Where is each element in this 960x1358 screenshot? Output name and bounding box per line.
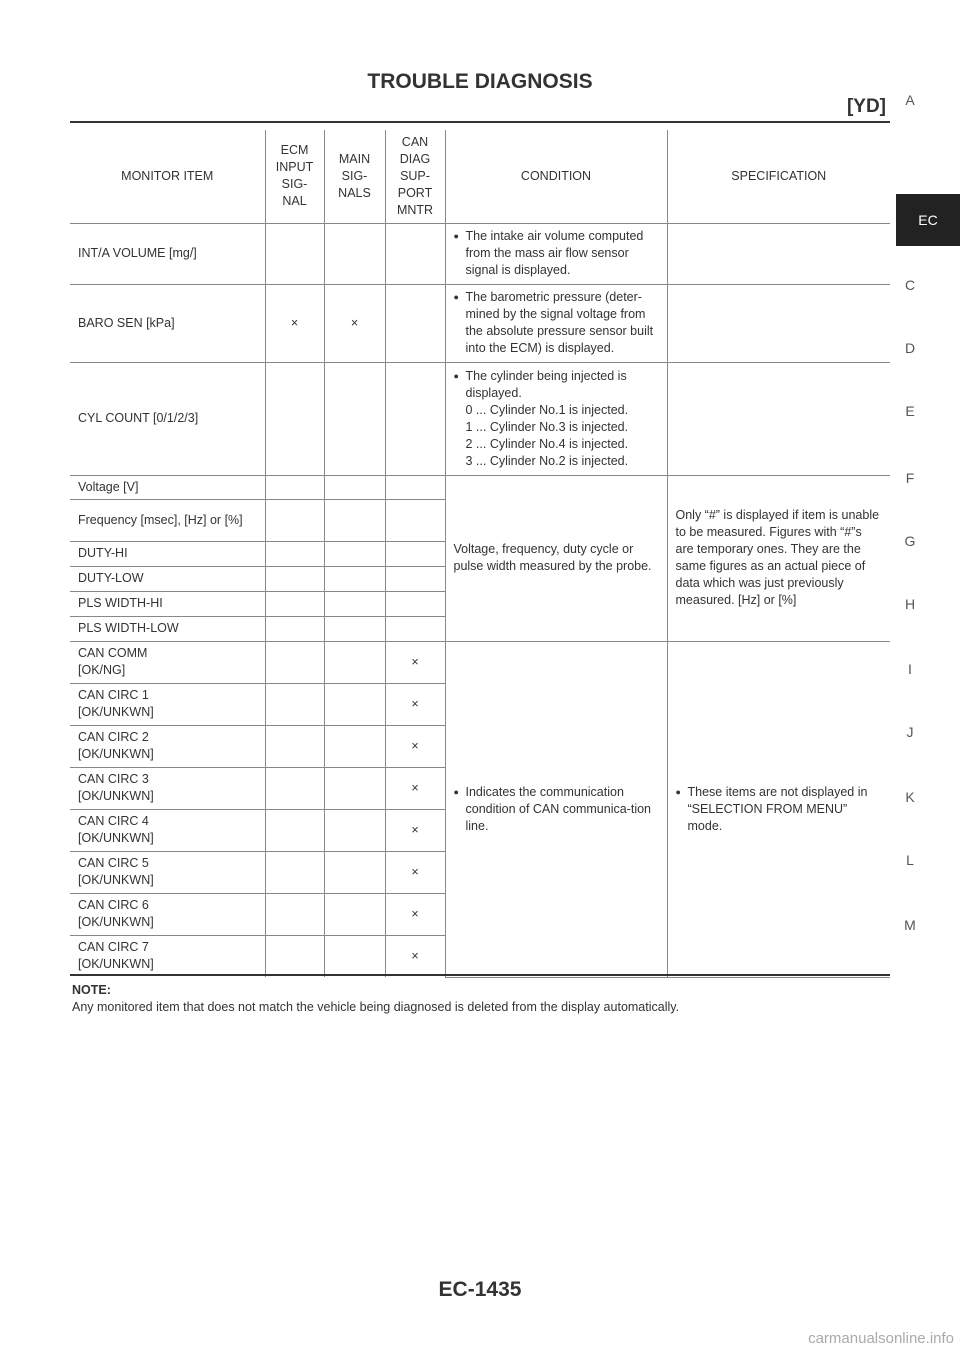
cyl-line: 0 ... Cylinder No.1 is injected. [465, 402, 629, 417]
item-int-a-volume: INT/A VOLUME [mg/] [70, 223, 265, 284]
note-text: Any monitored item that does not match the vehicle being diagnosed is deleted from the display automatically. [72, 1000, 680, 1014]
condition-text: ● The cylinder being injected is displayed. [454, 368, 659, 402]
tab-k[interactable]: K [905, 789, 915, 805]
tab-c[interactable]: C [904, 277, 916, 293]
probe-specification: Only “#” is displayed if item is unable to be measured. Figures with “#”s are temporary ones. They are the same figures as an actual piece of data which was just previously measured. [Hz] or [%] [667, 475, 890, 641]
item-can-circ-4: CAN CIRC 4 [OK/UNKWN] [70, 809, 265, 851]
tab-g[interactable]: G [904, 533, 916, 549]
can-support-mark: × [385, 725, 445, 767]
probe-condition: Voltage, frequency, duty cycle or pulse width measured by the probe. [445, 475, 667, 641]
ecm-input-mark: × [265, 284, 324, 362]
table-bottom-rule [70, 974, 890, 976]
header-main-signals: MAIN SIG-NALS [324, 130, 385, 223]
can-support-mark: × [385, 767, 445, 809]
item-can-circ-6: CAN CIRC 6 [OK/UNKWN] [70, 893, 265, 935]
cyl-line: 1 ... Cylinder No.3 is injected. [465, 419, 629, 434]
tab-i[interactable]: I [908, 661, 912, 677]
tab-e[interactable]: E [905, 403, 915, 419]
item-can-circ-3: CAN CIRC 3 [OK/UNKWN] [70, 767, 265, 809]
item-voltage: Voltage [V] [70, 475, 265, 499]
tab-m[interactable]: M [904, 917, 916, 933]
page-number: EC-1435 [438, 1278, 522, 1301]
can-support-mark: × [385, 851, 445, 893]
table-row [70, 223, 890, 284]
item-can-circ-5: CAN CIRC 5 [OK/UNKWN] [70, 851, 265, 893]
table-row [70, 362, 890, 475]
header-ecm-input-signal: ECM INPUT SIG-NAL [265, 130, 324, 223]
item-can-comm: CAN COMM [OK/NG] [70, 641, 265, 683]
can-support-mark: × [385, 683, 445, 725]
table-row [70, 284, 890, 362]
can-support-mark: × [385, 809, 445, 851]
item-pls-width-low: PLS WIDTH-LOW [70, 616, 265, 641]
item-pls-width-hi: PLS WIDTH-HI [70, 591, 265, 616]
tab-d[interactable]: D [904, 340, 916, 356]
table-row [70, 475, 890, 499]
item-frequency: Frequency [msec], [Hz] or [%] [70, 499, 265, 541]
tab-j[interactable]: J [906, 724, 914, 740]
header-can-diag-support: CAN DIAG SUP-PORT MNTR [385, 130, 445, 223]
cyl-line: 2 ... Cylinder No.4 is injected. [465, 436, 629, 451]
monitor-table [70, 130, 890, 978]
header-condition: CONDITION [445, 130, 667, 223]
item-can-circ-2: CAN CIRC 2 [OK/UNKWN] [70, 725, 265, 767]
item-can-circ-1: CAN CIRC 1 [OK/UNKWN] [70, 683, 265, 725]
item-duty-hi: DUTY-HI [70, 541, 265, 566]
table-header-row [70, 130, 890, 223]
tab-f[interactable]: F [905, 470, 915, 486]
item-duty-low: DUTY-LOW [70, 566, 265, 591]
item-can-circ-7: CAN CIRC 7 [OK/UNKWN] [70, 935, 265, 977]
condition-text: ● The barometric pressure (deter-mined by the signal voltage from the absolute pressure sensor built into the ECM) is displayed. [454, 289, 659, 357]
table-row [70, 641, 890, 683]
engine-code: [YD] [846, 96, 886, 117]
tab-h[interactable]: H [904, 596, 916, 612]
tab-l[interactable]: L [906, 852, 914, 868]
can-condition: ● Indicates the communication condition of CAN communica-tion line. [454, 784, 659, 835]
note-label: NOTE: [72, 983, 111, 997]
header-monitor-item: MONITOR ITEM [70, 130, 265, 223]
watermark: carmanualsonline.info [808, 1330, 954, 1347]
can-support-mark: × [385, 641, 445, 683]
condition-text: ● The intake air volume computed from the mass air flow sensor signal is displayed. [454, 228, 659, 279]
can-support-mark: × [385, 893, 445, 935]
page-title: TROUBLE DIAGNOSIS [367, 70, 593, 93]
item-baro-sen: BARO SEN [kPa] [70, 284, 265, 362]
note-block [72, 982, 679, 1016]
item-cyl-count: CYL COUNT [0/1/2/3] [70, 362, 265, 475]
main-signal-mark: × [324, 284, 385, 362]
tab-a[interactable]: A [905, 92, 915, 108]
header-rule [70, 121, 890, 123]
tab-ec-active[interactable]: EC [896, 194, 960, 246]
can-specification: ● These items are not displayed in “SELECTION FROM MENU” mode. [676, 784, 883, 835]
can-support-mark: × [385, 935, 445, 977]
cyl-line: 3 ... Cylinder No.2 is injected. [465, 453, 629, 468]
header-specification: SPECIFICATION [667, 130, 890, 223]
